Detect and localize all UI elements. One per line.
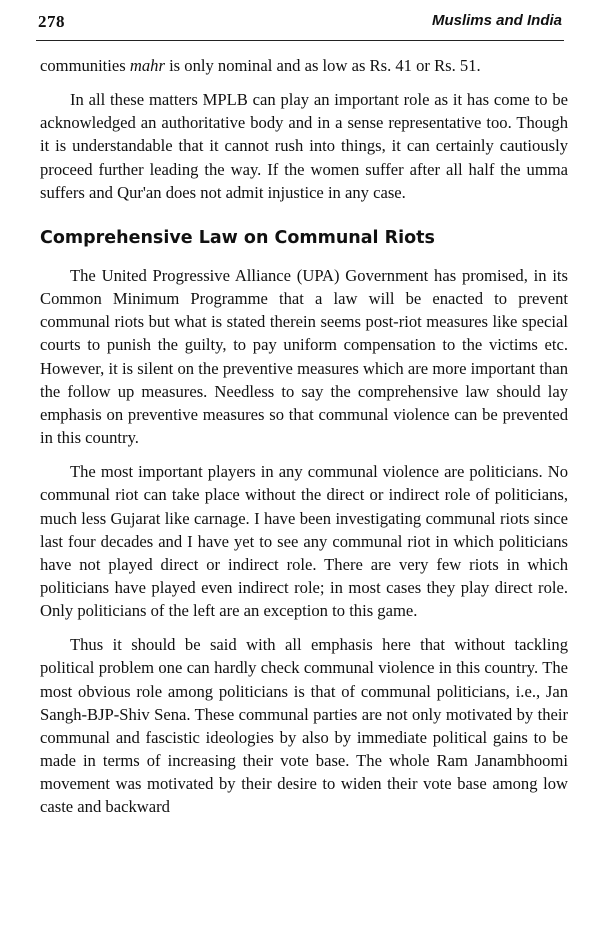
paragraph-text: is only nominal and as low as Rs. 41 or Rs. 51. [164, 56, 481, 75]
paragraph-continued [40, 54, 568, 77]
page-number: 278 [38, 12, 65, 31]
emphasized-term: mahr [129, 56, 165, 75]
paragraph-text: communities [40, 56, 130, 75]
paragraph: The most important players in any communal violence are politicians. No communal riot can take place without the direct or indirect role of politicians, much less Gujarat like carnage. I have been investigating communal riots since last four decades and I have yet to see any communal riot in which politicians have not played direct or indirect role. There are very few riots in which politicians have played even indirect role; in most cases they play direct role. Only politicians of the left are an exception to this game. [40, 462, 568, 621]
section-heading: Comprehensive Law on Communal Riots [40, 227, 435, 248]
paragraph: Thus it should be said with all emphasis here that without tackling political problem one can hardly check communal violence in this country. The most obvious role among politicians is that of communal politicians, i.e., Jan Sangh-BJP-Shiv Sena. These communal parties are not only motivated by their communal and fascistic ideologies by also by immediate political gains to be made in terms of increasing their vote base. The whole Ram Janambhoomi movement was motivated by their desire to widen their vote base among low caste and backward [40, 635, 568, 817]
paragraph: In all these matters MPLB can play an important role as it has come to be acknowledged an authoritative body and in a sense representative too. Though it is understandable that it cannot rush into things, it can certainly cautiously proceed further leading the way. If the women suffer after all half the umma suffers and Qur'an does not admit injustice in any case. [40, 90, 568, 202]
running-title: Muslims and India [431, 12, 562, 29]
header-rule [36, 40, 564, 41]
paragraph: The United Progressive Alliance (UPA) Government has promised, in its Common Minimum Programme that a law will be enacted to prevent communal riots but what is stated therein seems post-riot measures like special courts to punish the guilty, to pay uniform compensation to the victims etc. However, it is silent on the preventive measures which are more important than the follow up measures. Needless to say the comprehensive law should lay emphasis on preventive measures so that communal violence can be prevented in this country. [40, 265, 568, 448]
page-body [40, 54, 568, 819]
